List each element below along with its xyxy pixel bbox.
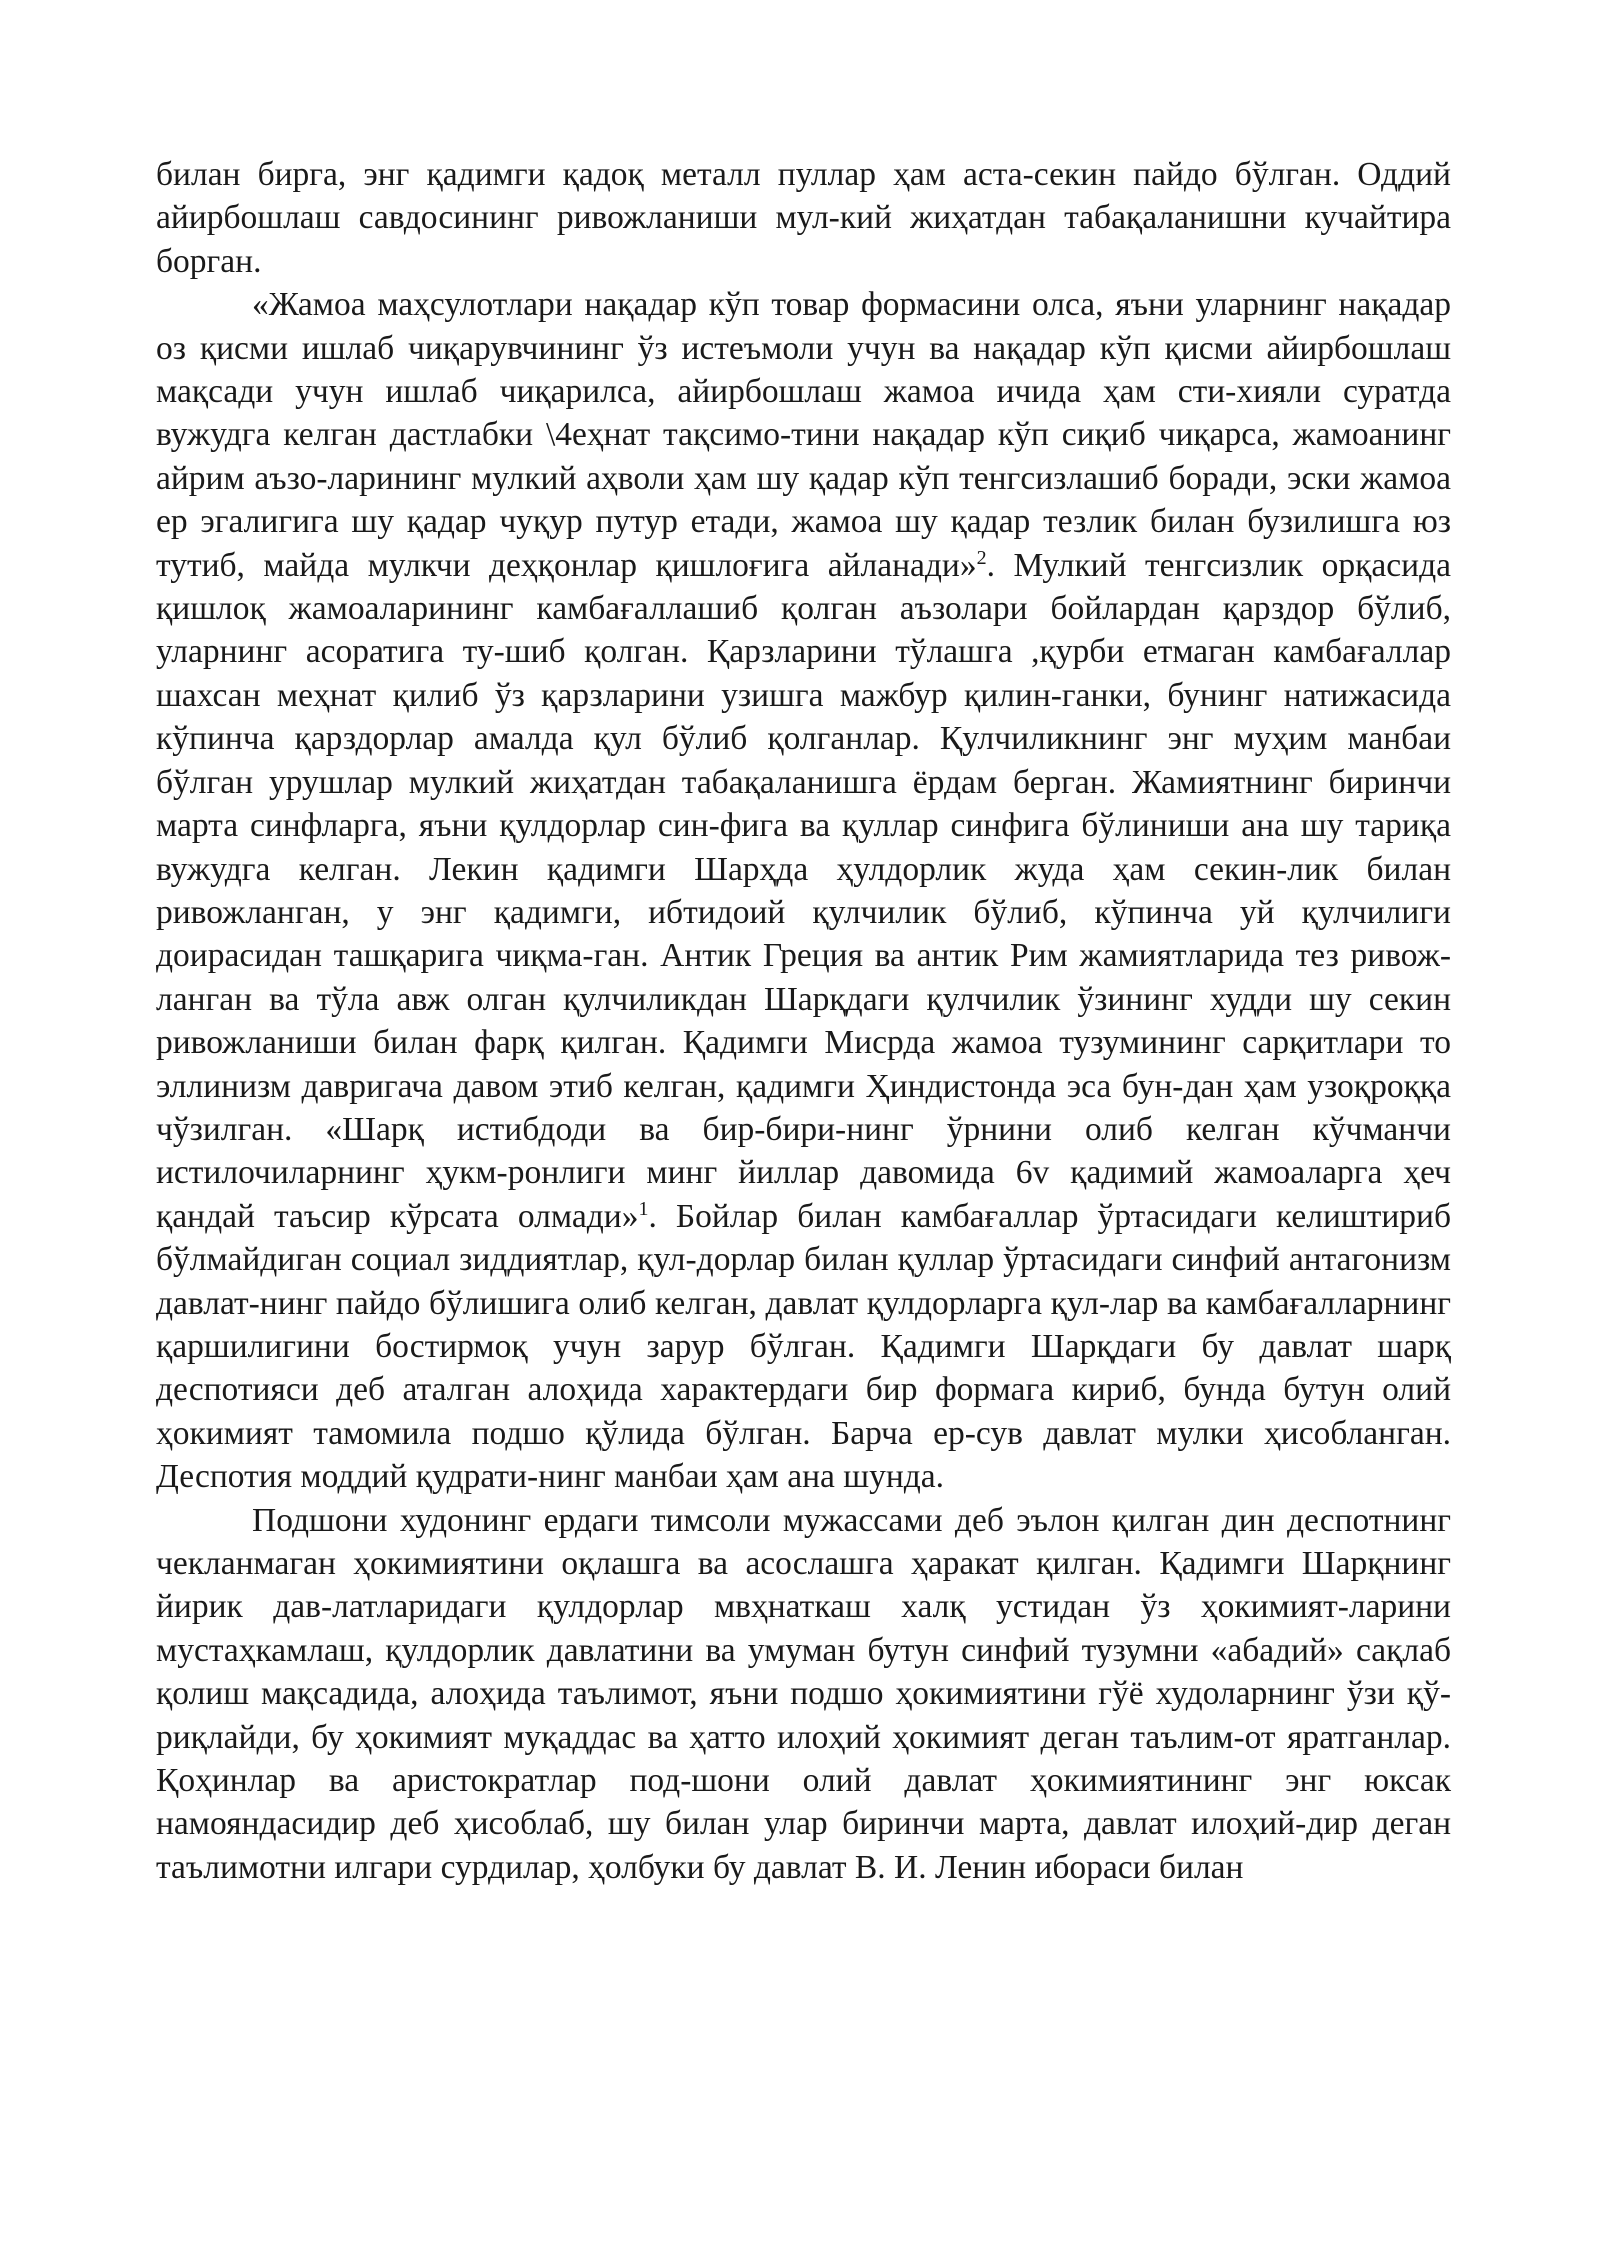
paragraph-2 (156, 283, 1451, 1498)
paragraph-3 (156, 1499, 1451, 1890)
paragraph-1 (156, 153, 1451, 283)
paragraph-text: . Бойлар билан камбағаллар ўртасидаги келиштириб бўлмайдиган социал зиддиятлар, қул-дорлар билан қуллар ўртасидаги синфий антагонизм давлат-нинг пайдо бўлишига олиб келган, давлат қулдорларга қул-лар ва камбағалларнинг қаршилигини бостирмоқ учун зарур бўлган. Қадимги Шарқдаги бу давлат шарқ деспотияси деб аталган алоҳида характердаги бир формага кириб, бунда бутун олий ҳокимият тамомила подшо қўлида бўлган. Барча ер-сув давлат мулки ҳисобланган. Деспотия моддий қудрати-нинг манбаи ҳам ана шунда. (156, 1197, 1452, 1496)
paragraph-text: Подшони худонинг ердаги тимсоли мужассами деб эълон қилган дин деспотнинг чекланмаган ҳокимиятини оқлашга ва асослашга ҳаракат қилган. Қадимги Шарқнинг йирик дав-латларидаги қулдорлар мвҳнаткаш халқ устидан ўз ҳокимият-ларини мустаҳкамлаш, қулдорлик давлатини ва умуман бутун синфий тузумни «абадий» сақлаб қолиш мақсадида, алоҳида таълимот, яъни подшо ҳокимиятини гўё худоларнинг ўзи қў-риқлайди, бу ҳокимият муқаддас ва ҳатто илоҳий ҳокимият деган таълим-от яратганлар. Қоҳинлар ва аристократлар под-шони олий давлат ҳокимиятининг энг юксак намояндасидир деб ҳисоблаб, шу билан улар биринчи марта, давлат илоҳий-дир деган таълимотни илгари сурдилар, ҳолбуки бу давлат В. И. Ленин ибораси билан (156, 1501, 1451, 1886)
footnote-marker: 2 (976, 546, 987, 569)
paragraph-text: . Мулкий тенгсизлик орқасида қишлоқ жамоаларининг камбағаллашиб қолган аъзолари бойлардан қарздор бўлиб, уларнинг асоратига ту-шиб қолган. Қарзларини тўлашга ,қурби етмаган камбағаллар шахсан меҳнат қилиб ўз қарзларини узишга мажбур қилин-ганки, бунинг натижасида кўпинча қарздорлар амалда қул бўлиб қолганлар. Қулчиликнинг энг муҳим манбаи бўлган урушлар мулкий жиҳатдан табақаланишга ёрдам берган. Жамиятнинг биринчи марта синфларга, яъни қулдорлар син-фига ва қуллар синфига бўлиниши ана шу тариқа вужудга келган. Лекин қадимги Шарҳда ҳулдорлик жуда ҳам секин-лик билан ривожланган, у энг қадимги, ибтидоий қулчилик бўлиб, кўпинча уй қулчилиги доирасидан ташқарига чиқма-ган. Антик Греция ва антик Рим жамиятларида тез ривож-ланган ва тўла авж олган қулчиликдан Шарқдаги қулчилик ўзининг худди шу секин ривожланиши билан фарқ қилган. Қадимги Мисрда жамоа тузумининг сарқитлари то эллинизм давригача давом этиб келган, қадимги Ҳиндистонда эса бун-дан ҳам узоқроққа чўзилган. «Шарқ истибдоди ва бир-бири-нинг ўрнини олиб келган кўчманчи истилочиларнинг ҳукм-ронлиги минг йиллар давомида 6v қадимий жамоаларга ҳеч қандай таъсир кўрсата олмади» (156, 546, 1451, 1235)
footnote-marker: 1 (638, 1197, 649, 1220)
paragraph-text: билан бирга, энг қадимги қадоқ металл пуллар ҳам аста-секин пайдо бўлган. Оддий айирбошлаш савдосининг ривожланиши мул-кий жиҳатдан табақаланишни кучайтира борган. (156, 156, 1451, 280)
paragraph-text: «Жамоа маҳсулотлари нақадар кўп товар формасини олса, яъни уларнинг нақадар оз қисми ишлаб чиқарувчининг ўз истеъмоли учун ва нақадар кўп қисми айирбошлаш мақсади учун ишлаб чиқарилса, айирбошлаш жамоа ичида ҳам сти-хияли суратда вужудга келган дастлабки \4еҳнат тақсимо-тини нақадар кўп сиқиб чиқарса, жамоанинг айрим аъзо-ларининг мулкий аҳволи ҳам шу қадар кўп тенгсизлашиб боради, эски жамоа ер эгалигига шу қадар чуқур путур етади, жамоа шу қадар тезлик билан бузилишга юз тутиб, майда мулкчи деҳқонлар қишлоғига айланади» (156, 286, 1451, 584)
document-page (156, 153, 1451, 1889)
